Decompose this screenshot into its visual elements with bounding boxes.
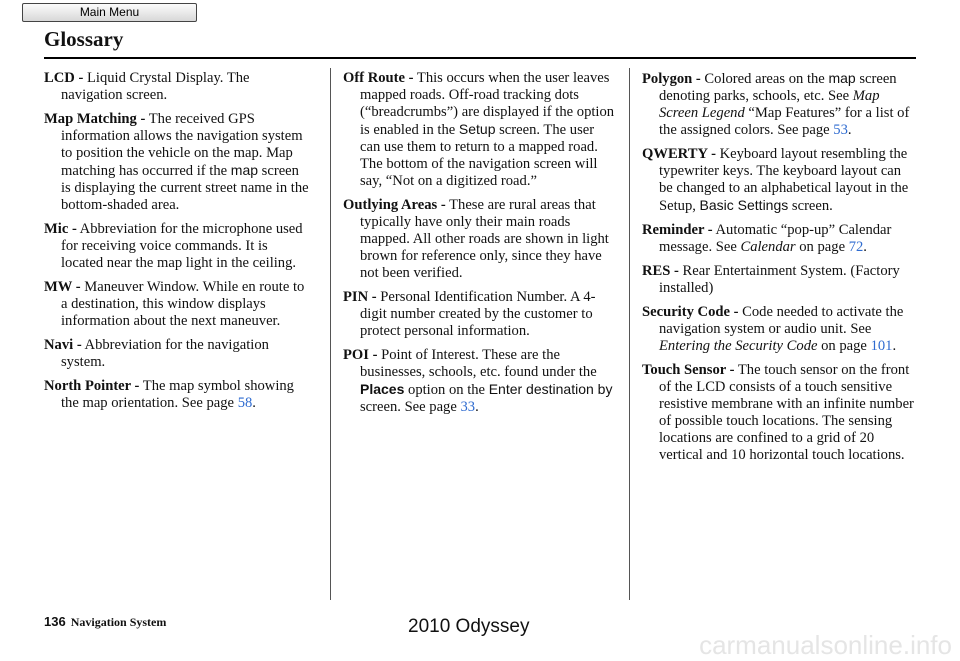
definition: screen is displaying the current street name in the bottom-shaded area. xyxy=(61,163,309,213)
definition: option on the xyxy=(404,382,489,398)
glossary-entry-outlying-areas xyxy=(343,197,616,282)
term: LCD - xyxy=(44,70,84,86)
definition: Keyboard layout resembling the typewriter keys. The keyboard layout can be changed to an alphabetical layout in the Setup, xyxy=(659,146,909,214)
definition: Point of Interest. These are the businesses, schools, etc. found under the xyxy=(360,347,597,380)
glossary-entry-polygon xyxy=(642,70,918,139)
ui-label-map: map xyxy=(828,70,856,86)
cross-reference: Map Screen Legend xyxy=(659,88,880,121)
term: Reminder - xyxy=(642,222,713,238)
term: QWERTY - xyxy=(642,146,716,162)
page-link[interactable]: 72 xyxy=(848,239,864,255)
ui-label-places: Places xyxy=(360,381,405,397)
glossary-entry-security-code xyxy=(642,304,918,355)
definition: Automatic “pop-up” Calendar message. See xyxy=(659,222,892,255)
watermark: carmanualsonline.info xyxy=(699,630,952,660)
definition: . xyxy=(847,122,852,138)
term: RES - xyxy=(642,263,679,279)
page-link[interactable]: 53 xyxy=(833,122,848,138)
term: North Pointer - xyxy=(44,378,140,394)
glossary-entry-reminder xyxy=(642,222,918,256)
page-link[interactable]: 58 xyxy=(237,395,253,411)
definition: Maneuver Window. While en route to a destination, this window displays information about the next maneuver. xyxy=(61,279,305,329)
definition: screen. The user can use them to return to a mapped road. The bottom of the navigation screen will say, “Not on a digitized road.” xyxy=(360,122,598,189)
glossary-column-2 xyxy=(343,70,616,423)
definition: screen. xyxy=(788,198,833,214)
definition: . xyxy=(863,239,867,255)
glossary-entry-touch-sensor xyxy=(642,362,918,464)
definition: . xyxy=(252,395,256,411)
glossary-entry-off-route xyxy=(343,70,616,190)
term: Security Code - xyxy=(642,304,739,320)
glossary-entry-pin xyxy=(343,289,616,340)
ui-label-basic-settings: Basic Settings xyxy=(699,197,789,213)
definition: Abbreviation for the microphone used for receiving voice commands. It is located near the map light in the ceiling. xyxy=(61,221,303,271)
term: Navi - xyxy=(44,337,82,353)
term: Outlying Areas - xyxy=(343,197,446,213)
definition: Rear Entertainment System. (Factory installed) xyxy=(659,263,900,296)
page-footer xyxy=(44,614,166,630)
definition: on page xyxy=(795,239,849,255)
glossary-entry-lcd xyxy=(44,70,312,104)
definition: Code needed to activate the navigation system or audio unit. See xyxy=(659,304,904,337)
glossary-entry-north-pointer xyxy=(44,378,312,412)
term: Polygon - xyxy=(642,71,701,87)
column-divider xyxy=(330,68,331,600)
definition: screen. See page xyxy=(360,399,461,415)
page-link[interactable]: 101 xyxy=(870,338,893,354)
definition: screen denoting parks, schools, etc. See xyxy=(659,71,897,104)
definition: Abbreviation for the navigation system. xyxy=(61,337,269,370)
definition: Personal Identification Number. A 4-digit number created by the customer to protect personal information. xyxy=(360,289,596,339)
glossary-entry-poi xyxy=(343,347,616,416)
page-link[interactable]: 33 xyxy=(460,399,476,415)
definition: . xyxy=(475,399,479,415)
definition: “Map Features” for a list of the assigned colors. See page xyxy=(659,105,910,138)
definition: Colored areas on the xyxy=(700,71,829,87)
term: POI - xyxy=(343,347,378,363)
glossary-entry-mic xyxy=(44,221,312,272)
definition: This occurs when the user leaves mapped roads. Off-road tracking dots (“breadcrumbs”) are displayed if the option is enabled in the xyxy=(360,70,615,138)
term: Mic - xyxy=(44,221,77,237)
definition: The map symbol showing the map orientation. See page xyxy=(61,378,294,411)
definition: on page xyxy=(817,338,871,354)
definition: These are rural areas that typically have only their main roads mapped. All other roads are shown in light brown for reference only, since they have not been verified. xyxy=(360,197,609,281)
column-divider xyxy=(629,68,630,600)
glossary-entry-mw xyxy=(44,279,312,330)
glossary-entry-qwerty xyxy=(642,146,918,215)
term: MW - xyxy=(44,279,81,295)
term: Map Matching - xyxy=(44,111,146,127)
definition: The received GPS information allows the navigation system to position the vehicle on the map. Map matching has occurred if the xyxy=(61,111,303,179)
definition: . xyxy=(892,338,897,354)
glossary-entry-map-matching xyxy=(44,111,312,214)
title-rule xyxy=(44,57,916,59)
page-number: 136 xyxy=(44,614,66,629)
glossary-entry-res xyxy=(642,263,918,297)
section-name: Navigation System xyxy=(70,615,167,629)
glossary-entry-navi xyxy=(44,337,312,371)
definition: The touch sensor on the front of the LCD consists of a touch sensitive resistive membrane with an infinite number of possible touch locations. The sensing locations are confined to a grid of 20 vertical and 10 horizontal touch locations. xyxy=(659,362,914,463)
term: Off Route - xyxy=(343,70,414,86)
page-title: Glossary xyxy=(44,27,124,51)
ui-label-enter-destination: Enter destination by xyxy=(488,381,613,397)
glossary-column-3 xyxy=(642,70,918,471)
main-menu-button[interactable]: Main Menu xyxy=(22,3,197,22)
model-label: 2010 Odyssey xyxy=(408,616,530,637)
term: PIN - xyxy=(343,289,377,305)
cross-reference: Calendar xyxy=(740,239,796,255)
definition: Liquid Crystal Display. The navigation screen. xyxy=(61,70,250,103)
ui-label-setup: Setup xyxy=(458,121,496,137)
term: Touch Sensor - xyxy=(642,362,735,378)
cross-reference: Entering the Security Code xyxy=(659,338,818,354)
ui-label-map: map xyxy=(230,162,259,178)
glossary-column-1 xyxy=(44,70,312,419)
